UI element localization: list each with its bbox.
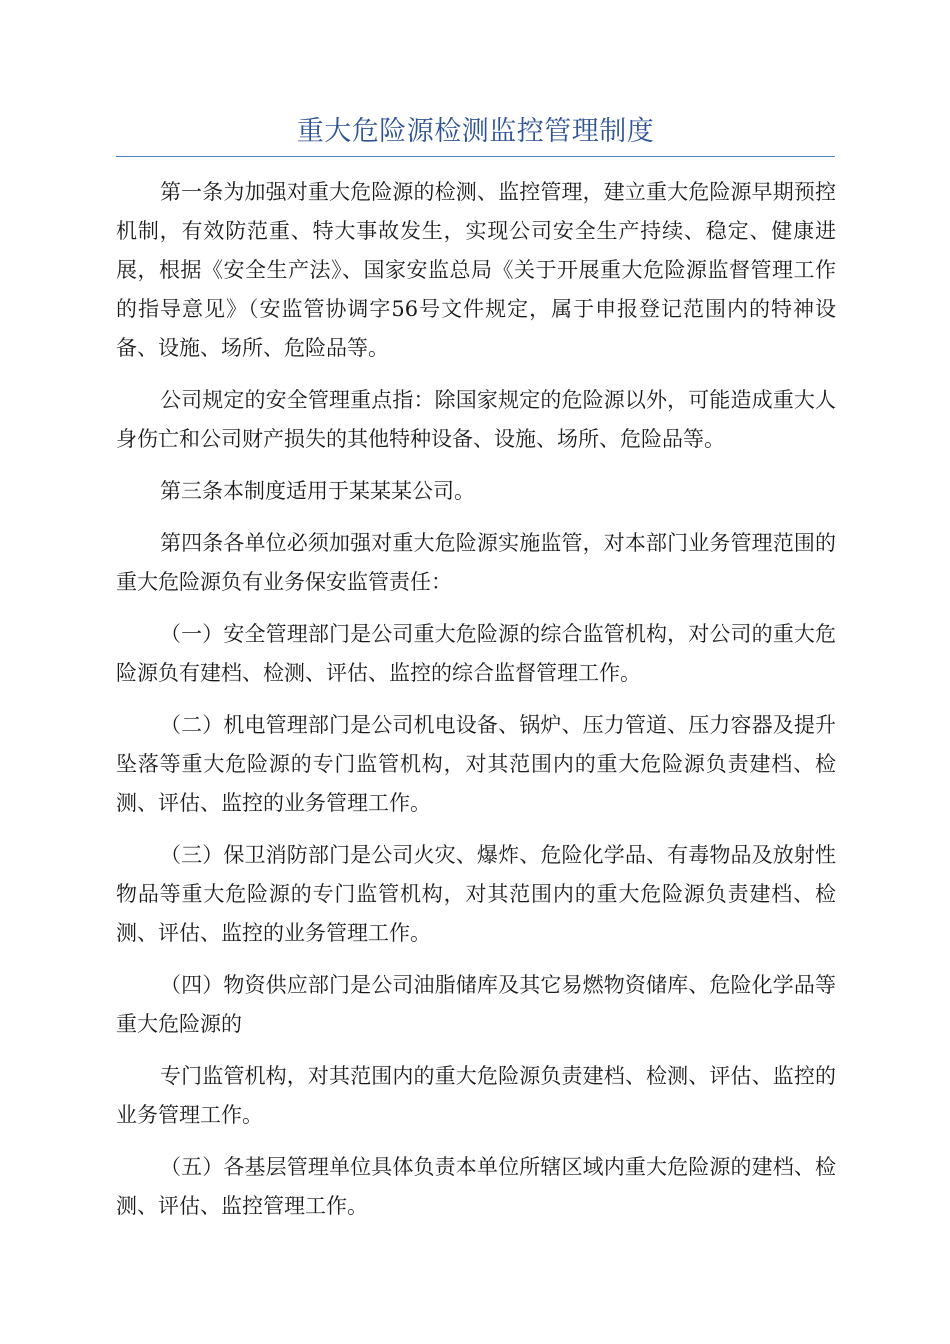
paragraph-item-1: （一）安全管理部门是公司重大危险源的综合监管机构，对公司的重大危险源负有建档、检测、评估、监控的综合监督管理工作。 (116, 622, 836, 685)
paragraph-article-3: 第三条本制度适用于某某某公司。 (160, 479, 475, 503)
paragraph-item-2: （二）机电管理部门是公司机电设备、锅炉、压力管道、压力容器及提升坠落等重大危险源的专门监管机构，对其范围内的重大危险源负责建档、检测、评估、监控的业务管理工作。 (116, 713, 836, 815)
document-title: 重大危险源检测监控管理制度 (296, 116, 655, 147)
paragraph-article-1: 第一条为加强对重大危险源的检测、监控管理，建立重大危险源早期预控机制，有效防范重、特大事故发生，实现公司安全生产持续、稳定、健康进展，根据《安全生产法》、国家安监总局《关于开展重大危险源监督管理工作的指导意见》（安监管协调字56号文件规定，属于申报登记范围内的特神设备、设施、场所、危险品等。 (116, 180, 836, 360)
paragraph-item-4: （四）物资供应部门是公司油脂储库及其它易燃物资储库、危险化学品等重大危险源的 (116, 973, 836, 1036)
paragraph-article-4: 第四条各单位必须加强对重大危险源实施监管，对本部门业务管理范围的重大危险源负有业务保安监管责任： (116, 531, 836, 594)
paragraph-item-3: （三）保卫消防部门是公司火灾、爆炸、危险化学品、有毒物品及放射性物品等重大危险源的专门监管机构，对其范围内的重大危险源负责建档、检测、评估、监控的业务管理工作。 (116, 843, 836, 945)
document-body (116, 173, 836, 1239)
paragraph-item-4-continued: 专门监管机构，对其范围内的重大危险源负责建档、检测、评估、监控的业务管理工作。 (116, 1064, 836, 1127)
paragraph-key-points: 公司规定的安全管理重点指：除国家规定的危险源以外，可能造成重大人身伤亡和公司财产损失的其他特种设备、设施、场所、危险品等。 (116, 388, 836, 451)
title-block (116, 112, 835, 157)
paragraph-item-5: （五）各基层管理单位具体负责本单位所辖区域内重大危险源的建档、检测、评估、监控管理工作。 (116, 1155, 836, 1218)
